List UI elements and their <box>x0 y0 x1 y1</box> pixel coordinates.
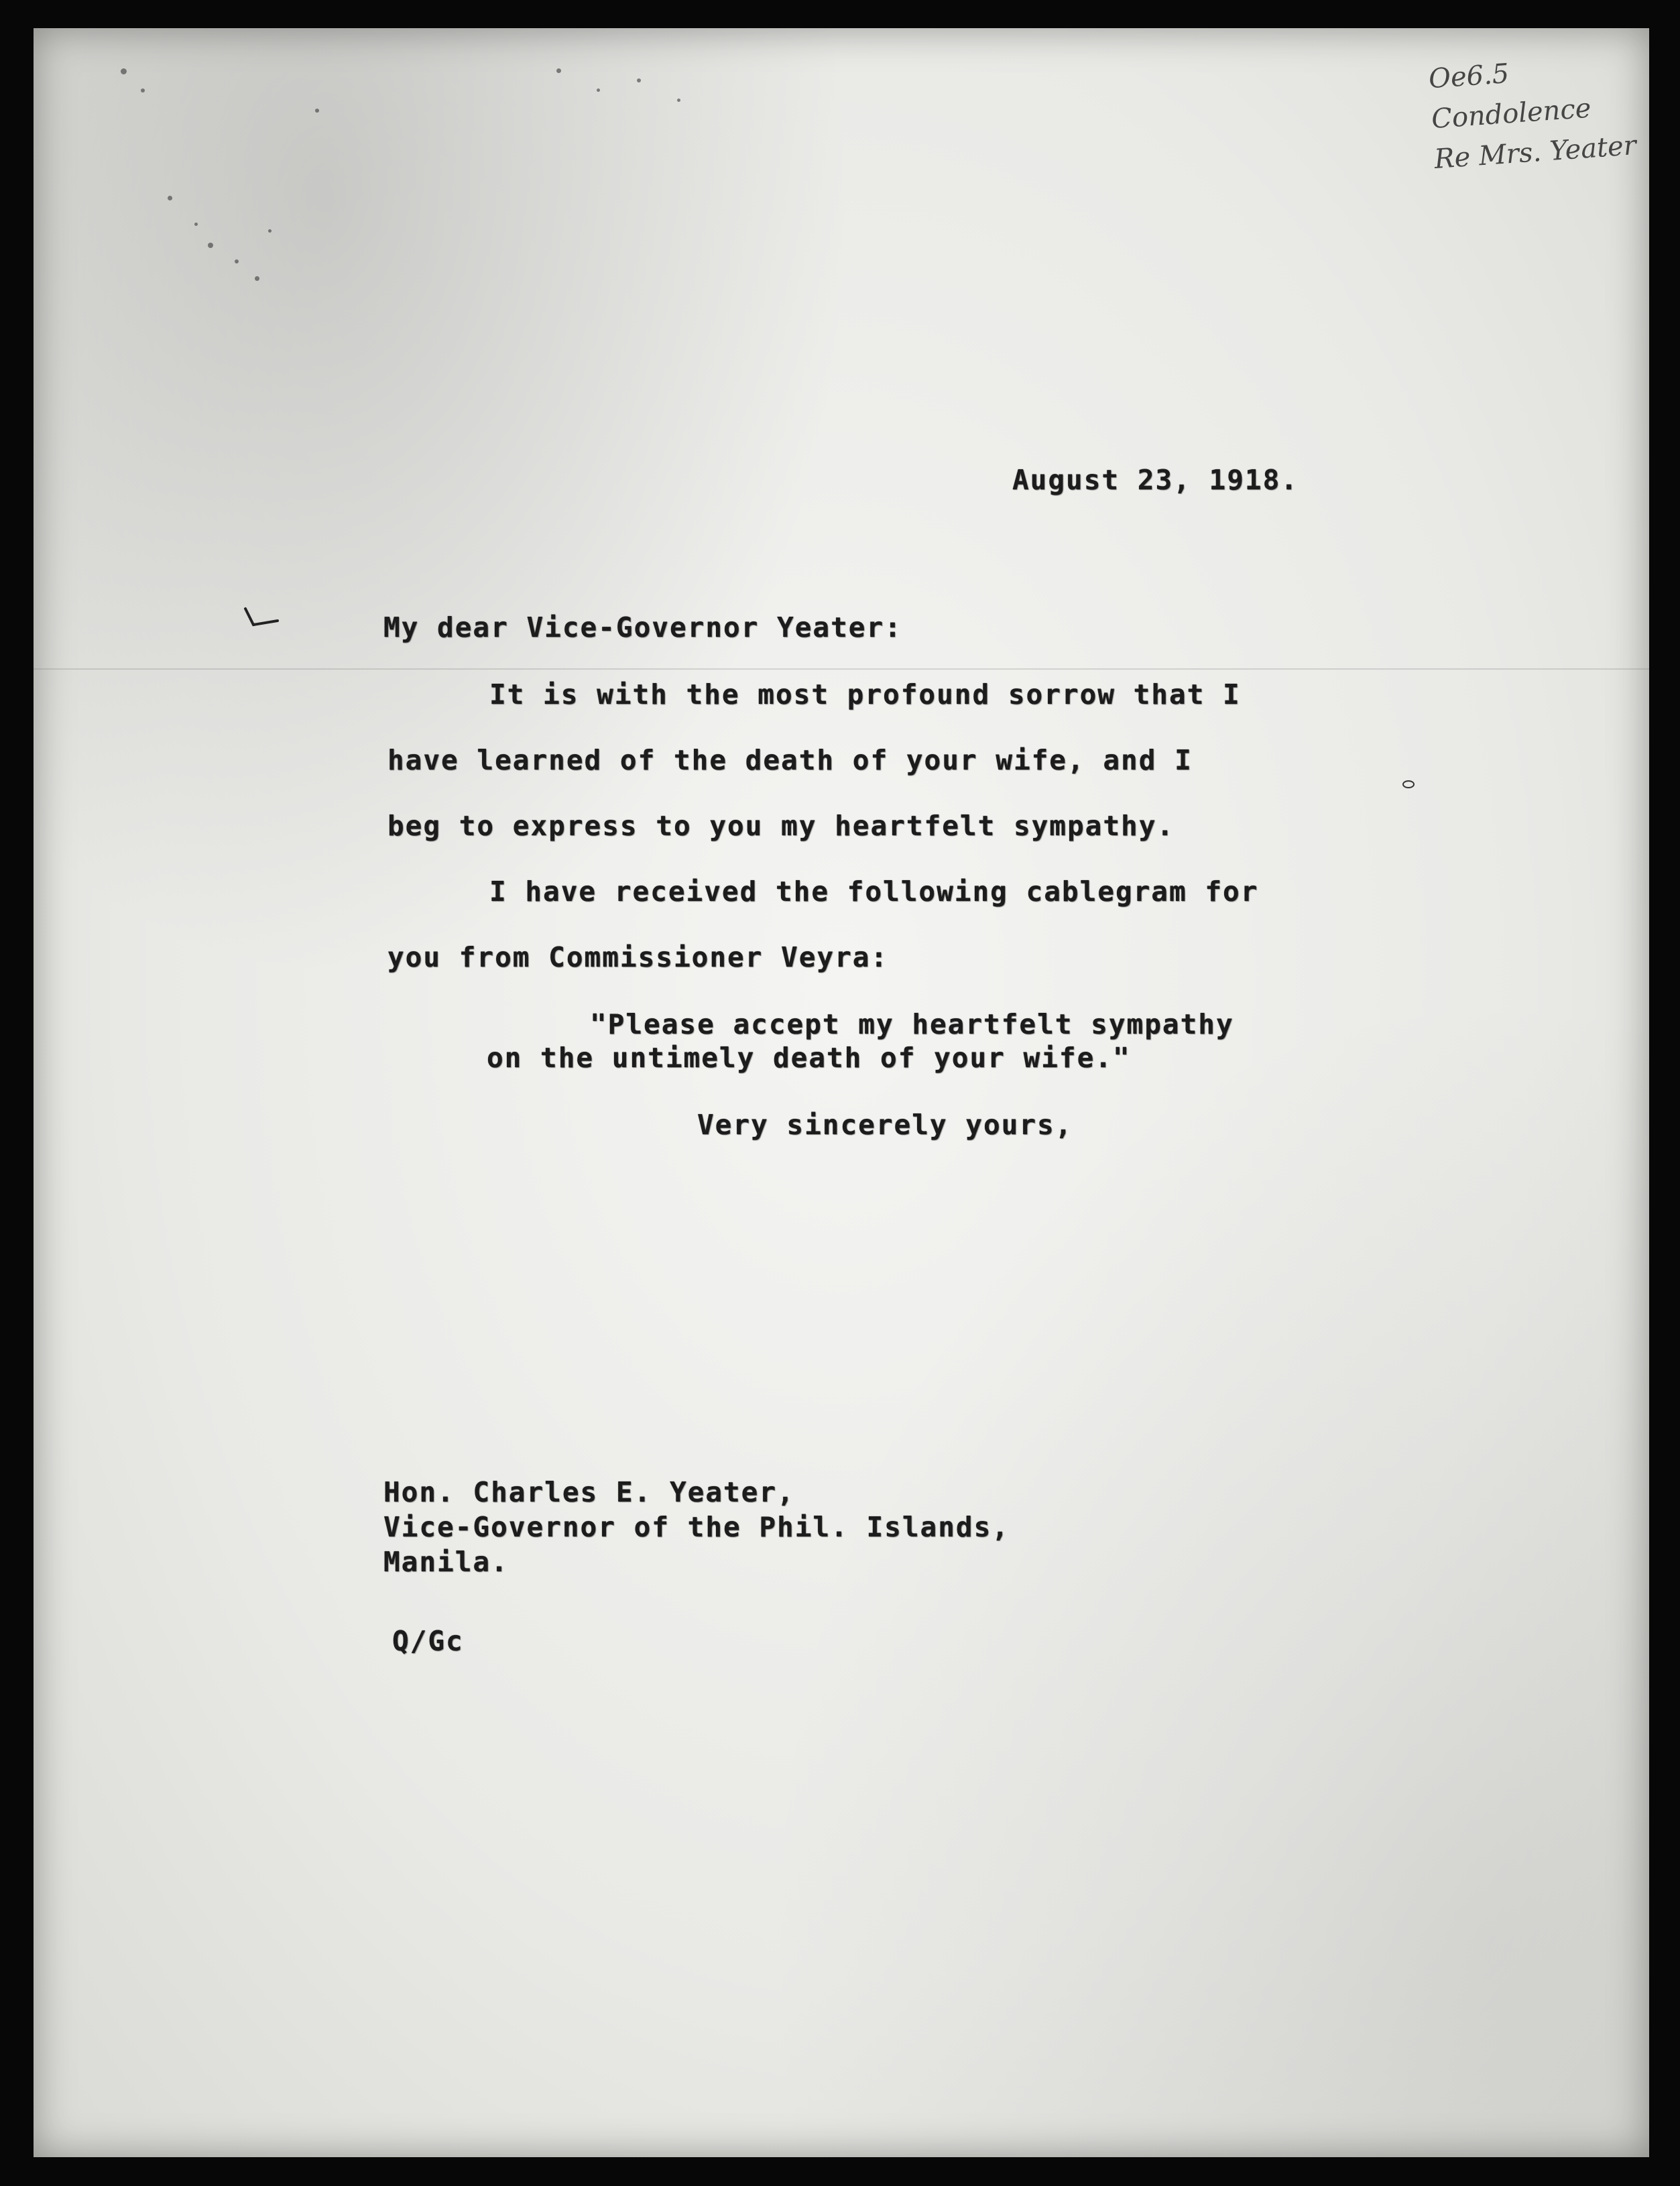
check-mark-icon <box>241 605 282 631</box>
ink-mark-icon <box>1401 779 1416 790</box>
paragraph-line: you from Commissioner Veyra: <box>387 941 889 973</box>
typist-initials: Q/Gc <box>392 1625 464 1657</box>
stain-speck <box>141 88 145 93</box>
stain-speck <box>168 196 172 200</box>
address-line: Vice-Governor of the Phil. Islands, <box>383 1511 1010 1543</box>
stain-speck <box>255 276 259 281</box>
stain-speck <box>208 243 213 248</box>
stain-speck <box>677 99 680 102</box>
annotation-line: Re Mrs. Yeater <box>1433 130 1638 175</box>
stain-speck <box>556 68 561 73</box>
stain-speck <box>315 109 319 113</box>
annotation-line: Oe6.5 <box>1427 58 1510 95</box>
quote-line: on the untimely death of your wife." <box>487 1042 1131 1074</box>
handwritten-annotation <box>1427 44 1649 180</box>
stain-speck <box>268 229 272 233</box>
letter-date: August 23, 1918. <box>1012 464 1299 496</box>
salutation: My dear Vice-Governor Yeater: <box>383 611 902 644</box>
paragraph-line: I have received the following cablegram for <box>489 875 1259 908</box>
letter-page <box>34 28 1649 2157</box>
stain-speck <box>235 259 239 263</box>
stain-speck <box>194 223 198 226</box>
quote-line: "Please accept my heartfelt sympathy <box>590 1008 1234 1040</box>
stain-speck <box>597 88 600 92</box>
paragraph-line: It is with the most profound sorrow that I <box>489 678 1241 711</box>
stain-speck <box>637 78 641 82</box>
paragraph-line: beg to express to you my heartfelt sympathy. <box>387 810 1175 842</box>
annotation-line: Condolence <box>1430 93 1592 135</box>
paragraph-line: have learned of the death of your wife, and I <box>387 744 1193 776</box>
fold-line <box>34 668 1649 670</box>
address-line: Manila. <box>383 1546 509 1578</box>
closing: Very sincerely yours, <box>697 1109 1073 1141</box>
stain-speck <box>121 68 127 74</box>
address-line: Hon. Charles E. Yeater, <box>383 1476 795 1508</box>
